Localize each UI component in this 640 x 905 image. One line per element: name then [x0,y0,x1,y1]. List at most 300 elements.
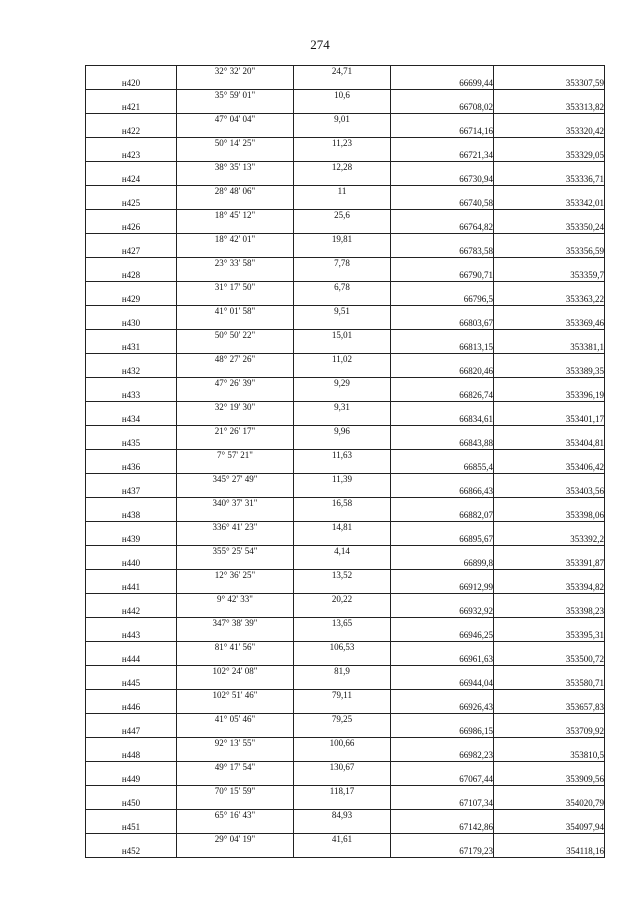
coordinate-y: 353336,71 [494,174,605,186]
coordinate-x: 66882,07 [391,510,494,522]
empty-cell [494,186,605,198]
segment-row [86,498,605,510]
empty-cell [391,498,494,510]
empty-cell [391,666,494,678]
empty-cell [294,366,391,378]
point-name: н451 [86,822,177,834]
segment-row [86,90,605,102]
coordinate-y: 354097,94 [494,822,605,834]
point-name: н424 [86,174,177,186]
empty-cell [86,330,177,342]
coordinate-x: 66826,74 [391,390,494,402]
direction-angle: 47° 26' 39" [177,378,294,390]
empty-cell [494,402,605,414]
empty-cell [391,786,494,798]
coordinate-y: 353406,42 [494,462,605,474]
direction-angle: 65° 16' 43" [177,810,294,822]
point-name: н433 [86,390,177,402]
segment-length: 24,71 [294,66,391,78]
empty-cell [86,138,177,150]
empty-cell [494,330,605,342]
direction-angle: 92° 13' 55" [177,738,294,750]
empty-cell [494,378,605,390]
direction-angle: 32° 32' 20" [177,66,294,78]
segment-row [86,666,605,678]
empty-cell [86,642,177,654]
empty-cell [86,162,177,174]
empty-cell [391,714,494,726]
segment-length: 4,14 [294,546,391,558]
empty-cell [294,294,391,306]
coordinate-y: 353356,59 [494,246,605,258]
point-name: н442 [86,606,177,618]
point-name: н439 [86,534,177,546]
coordinate-y: 353398,06 [494,510,605,522]
point-row [86,846,605,858]
empty-cell [294,270,391,282]
direction-angle: 12° 36' 25" [177,570,294,582]
empty-cell [391,258,494,270]
empty-cell [494,234,605,246]
empty-cell [177,774,294,786]
segment-row [86,690,605,702]
empty-cell [391,210,494,222]
coordinate-y: 353329,05 [494,150,605,162]
point-name: н444 [86,654,177,666]
empty-cell [494,282,605,294]
point-name: н452 [86,846,177,858]
empty-cell [391,114,494,126]
segment-row [86,450,605,462]
empty-cell [86,474,177,486]
empty-cell [391,162,494,174]
empty-cell [86,834,177,846]
empty-cell [391,186,494,198]
empty-cell [294,534,391,546]
coordinate-x: 67179,23 [391,846,494,858]
coordinate-x: 66866,43 [391,486,494,498]
point-name: н420 [86,78,177,90]
point-name: н425 [86,198,177,210]
direction-angle: 49° 17' 54" [177,762,294,774]
empty-cell [177,630,294,642]
direction-angle: 23° 33' 58" [177,258,294,270]
coordinate-y: 353396,19 [494,390,605,402]
point-name: н426 [86,222,177,234]
segment-row [86,426,605,438]
point-row [86,654,605,666]
point-name: н422 [86,126,177,138]
empty-cell [177,750,294,762]
segment-row [86,402,605,414]
coordinate-y: 353342,01 [494,198,605,210]
coordinate-x: 66796,5 [391,294,494,306]
empty-cell [494,474,605,486]
empty-cell [177,486,294,498]
empty-cell [177,318,294,330]
empty-cell [494,450,605,462]
coordinates-table [85,65,605,858]
empty-cell [494,690,605,702]
coordinate-y: 353580,71 [494,678,605,690]
empty-cell [391,66,494,78]
empty-cell [294,174,391,186]
empty-cell [177,366,294,378]
empty-cell [177,102,294,114]
segment-length: 11 [294,186,391,198]
segment-length: 84,93 [294,810,391,822]
empty-cell [177,846,294,858]
segment-row [86,738,605,750]
segment-length: 16,58 [294,498,391,510]
point-row [86,102,605,114]
segment-length: 13,52 [294,570,391,582]
empty-cell [86,786,177,798]
segment-row [86,594,605,606]
direction-angle: 18° 42' 01" [177,234,294,246]
point-row [86,222,605,234]
empty-cell [86,666,177,678]
point-row [86,630,605,642]
empty-cell [86,714,177,726]
empty-cell [177,390,294,402]
empty-cell [391,522,494,534]
point-row [86,486,605,498]
point-row [86,270,605,282]
coordinate-y: 353363,22 [494,294,605,306]
empty-cell [391,570,494,582]
empty-cell [294,150,391,162]
empty-cell [177,246,294,258]
point-row [86,126,605,138]
empty-cell [177,78,294,90]
direction-angle: 347° 38' 39" [177,618,294,630]
empty-cell [294,246,391,258]
empty-cell [494,786,605,798]
direction-angle: 336° 41' 23" [177,522,294,534]
coordinate-x: 66986,15 [391,726,494,738]
coordinate-x: 66740,58 [391,198,494,210]
coordinate-y: 353313,82 [494,102,605,114]
empty-cell [494,834,605,846]
coordinate-y: 353709,92 [494,726,605,738]
segment-length: 11,63 [294,450,391,462]
direction-angle: 21° 26' 17" [177,426,294,438]
empty-cell [86,114,177,126]
segment-length: 9,01 [294,114,391,126]
coordinate-x: 66855,4 [391,462,494,474]
coordinate-x: 66944,04 [391,678,494,690]
segment-row [86,810,605,822]
point-row [86,606,605,618]
empty-cell [86,426,177,438]
segment-row [86,714,605,726]
empty-cell [494,90,605,102]
empty-cell [294,798,391,810]
coordinate-y: 353403,56 [494,486,605,498]
point-name: н450 [86,798,177,810]
segment-length: 9,51 [294,306,391,318]
empty-cell [294,558,391,570]
direction-angle: 38° 35' 13" [177,162,294,174]
segment-row [86,354,605,366]
empty-cell [391,810,494,822]
point-name: н429 [86,294,177,306]
empty-cell [86,282,177,294]
segment-row [86,330,605,342]
point-row [86,294,605,306]
empty-cell [294,78,391,90]
coordinate-x: 66721,34 [391,150,494,162]
segment-row [86,66,605,78]
point-name: н441 [86,582,177,594]
coordinate-y: 353404,81 [494,438,605,450]
coordinate-x: 66899,8 [391,558,494,570]
direction-angle: 70° 15' 59" [177,786,294,798]
point-row [86,534,605,546]
point-name: н446 [86,702,177,714]
direction-angle: 50° 50' 22" [177,330,294,342]
empty-cell [86,378,177,390]
empty-cell [294,342,391,354]
empty-cell [391,306,494,318]
empty-cell [494,714,605,726]
empty-cell [494,354,605,366]
coordinate-y: 353307,59 [494,78,605,90]
empty-cell [177,198,294,210]
empty-cell [294,438,391,450]
coordinate-x: 66730,94 [391,174,494,186]
point-name: н436 [86,462,177,474]
empty-cell [391,762,494,774]
empty-cell [86,690,177,702]
empty-cell [391,138,494,150]
empty-cell [177,798,294,810]
segment-length: 9,31 [294,402,391,414]
point-row [86,774,605,786]
empty-cell [177,222,294,234]
empty-cell [86,450,177,462]
empty-cell [391,330,494,342]
point-row [86,150,605,162]
point-name: н421 [86,102,177,114]
page-number: 274 [310,37,330,52]
coordinate-x: 66843,88 [391,438,494,450]
empty-cell [86,762,177,774]
segment-row [86,258,605,270]
coordinate-x: 66912,99 [391,582,494,594]
coordinate-y: 354118,16 [494,846,605,858]
empty-cell [391,402,494,414]
empty-cell [86,258,177,270]
empty-cell [294,702,391,714]
empty-cell [494,114,605,126]
empty-cell [494,522,605,534]
coordinates-table-body [86,66,605,858]
segment-length: 9,29 [294,378,391,390]
segment-length: 11,23 [294,138,391,150]
point-row [86,462,605,474]
segment-length: 15,01 [294,330,391,342]
empty-cell [177,558,294,570]
segment-row [86,834,605,846]
segment-row [86,618,605,630]
segment-row [86,474,605,486]
direction-angle: 340° 37' 31" [177,498,294,510]
coordinate-y: 353401,17 [494,414,605,426]
point-row [86,750,605,762]
empty-cell [391,354,494,366]
empty-cell [294,462,391,474]
point-row [86,582,605,594]
point-row [86,822,605,834]
point-name: н440 [86,558,177,570]
segment-row [86,762,605,774]
point-row [86,678,605,690]
empty-cell [494,426,605,438]
segment-row [86,378,605,390]
coordinate-x: 67107,34 [391,798,494,810]
segment-row [86,570,605,582]
point-row [86,318,605,330]
empty-cell [391,642,494,654]
empty-cell [294,726,391,738]
coordinate-x: 66790,71 [391,270,494,282]
coordinate-x: 66708,02 [391,102,494,114]
direction-angle: 102° 51' 46" [177,690,294,702]
segment-row [86,642,605,654]
segment-length: 25,6 [294,210,391,222]
coordinate-x: 66820,46 [391,366,494,378]
point-row [86,342,605,354]
empty-cell [391,378,494,390]
segment-length: 130,67 [294,762,391,774]
empty-cell [294,102,391,114]
segment-length: 79,11 [294,690,391,702]
empty-cell [86,522,177,534]
empty-cell [177,654,294,666]
direction-angle: 48° 27' 26" [177,354,294,366]
empty-cell [294,390,391,402]
coordinate-y: 353359,7 [494,270,605,282]
direction-angle: 47° 04' 04" [177,114,294,126]
segment-length: 100,66 [294,738,391,750]
direction-angle: 18° 45' 12" [177,210,294,222]
direction-angle: 9° 42' 33" [177,594,294,606]
empty-cell [494,258,605,270]
segment-length: 11,02 [294,354,391,366]
empty-cell [86,594,177,606]
empty-cell [177,342,294,354]
coordinate-x: 66803,67 [391,318,494,330]
direction-angle: 7° 57' 21" [177,450,294,462]
empty-cell [177,606,294,618]
empty-cell [86,234,177,246]
coordinate-y: 353369,46 [494,318,605,330]
coordinate-x: 66699,44 [391,78,494,90]
empty-cell [494,738,605,750]
coordinate-y: 354020,79 [494,798,605,810]
point-row [86,246,605,258]
coordinate-y: 353909,56 [494,774,605,786]
segment-length: 13,65 [294,618,391,630]
empty-cell [391,738,494,750]
point-name: н434 [86,414,177,426]
segment-length: 7,78 [294,258,391,270]
empty-cell [177,462,294,474]
point-row [86,366,605,378]
point-name: н443 [86,630,177,642]
direction-angle: 102° 24' 08" [177,666,294,678]
direction-angle: 345° 27' 49" [177,474,294,486]
empty-cell [494,570,605,582]
point-name: н445 [86,678,177,690]
empty-cell [494,810,605,822]
direction-angle: 355° 25' 54" [177,546,294,558]
empty-cell [294,750,391,762]
empty-cell [294,582,391,594]
empty-cell [86,402,177,414]
point-name: н437 [86,486,177,498]
coordinate-y: 353320,42 [494,126,605,138]
coordinate-y: 353395,31 [494,630,605,642]
empty-cell [177,150,294,162]
empty-cell [294,678,391,690]
empty-cell [177,126,294,138]
point-name: н448 [86,750,177,762]
empty-cell [294,318,391,330]
empty-cell [86,186,177,198]
empty-cell [294,630,391,642]
empty-cell [391,90,494,102]
empty-cell [294,126,391,138]
empty-cell [86,810,177,822]
direction-angle: 32° 19' 30" [177,402,294,414]
segment-length: 6,78 [294,282,391,294]
segment-length: 106,53 [294,642,391,654]
point-row [86,510,605,522]
coordinate-y: 353381,1 [494,342,605,354]
direction-angle: 41° 05' 46" [177,714,294,726]
empty-cell [294,654,391,666]
empty-cell [177,294,294,306]
empty-cell [391,426,494,438]
direction-angle: 50° 14' 25" [177,138,294,150]
empty-cell [494,546,605,558]
direction-angle: 41° 01' 58" [177,306,294,318]
empty-cell [494,66,605,78]
empty-cell [391,594,494,606]
point-row [86,438,605,450]
empty-cell [391,834,494,846]
point-name: н430 [86,318,177,330]
segment-length: 118,17 [294,786,391,798]
point-name: н423 [86,150,177,162]
point-name: н432 [86,366,177,378]
empty-cell [86,498,177,510]
empty-cell [494,210,605,222]
segment-length: 41,61 [294,834,391,846]
segment-row [86,282,605,294]
empty-cell [494,618,605,630]
coordinate-x: 66932,92 [391,606,494,618]
empty-cell [177,822,294,834]
point-row [86,726,605,738]
empty-cell [494,762,605,774]
empty-cell [494,666,605,678]
point-name: н447 [86,726,177,738]
empty-cell [391,690,494,702]
